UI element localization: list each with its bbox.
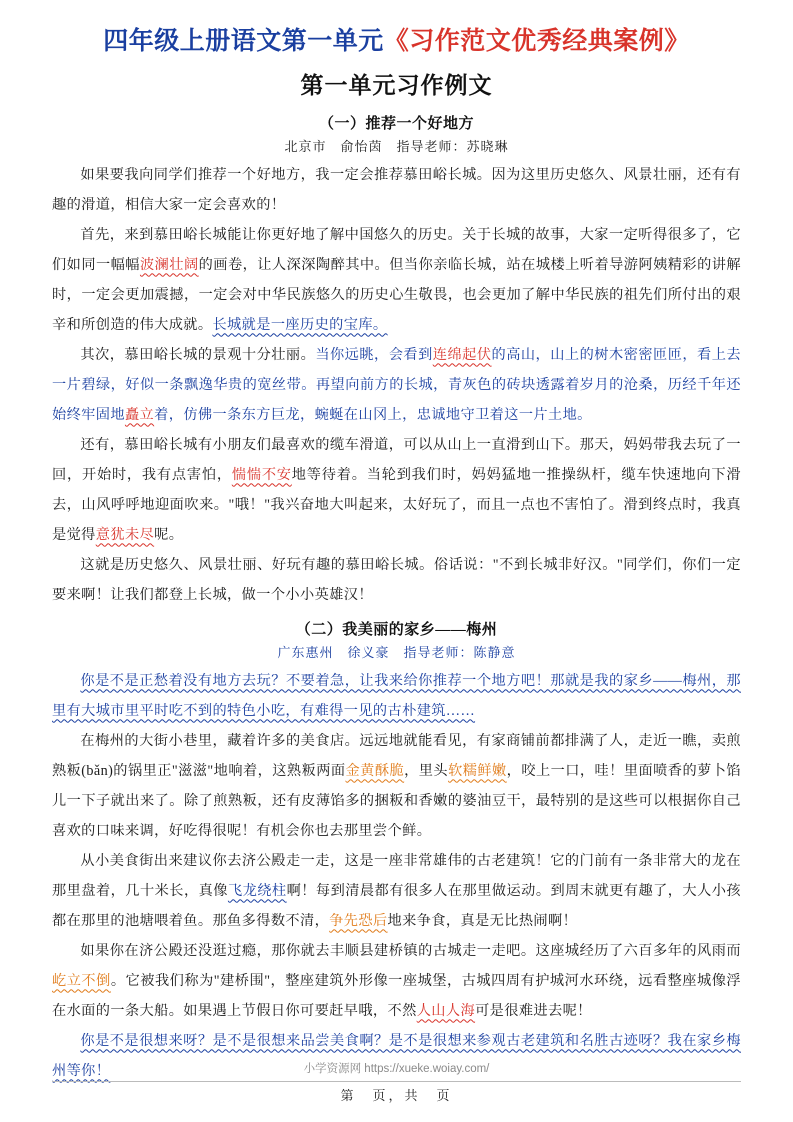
text-run: 地等待着。当轮到我们时，妈妈猛地一推操纵杆，缆车快速地向下滑去，山风呼呼地迎面吹来。"哦！"我兴奋地大叫起来，太好玩了，而且一点也不害怕了。滑到终点时，我真是觉得 [52,467,741,544]
byline-teacher: 指导老师：苏晓琳 [396,139,509,155]
section-byline [52,642,741,661]
emphasis-run: 争先恐后 [329,913,388,930]
paragraph [52,340,741,430]
text-run: 还有，慕田峪长城有小朋友们最喜欢的缆车滑道，可以从山上一直滑到山下。那天，妈妈带我去玩了一回，开始时，我有点害怕， [52,437,741,484]
paragraph [52,666,741,726]
emphasis-run: 长城就是一座历史的宝库。 [212,317,388,334]
text-run: 啊！每到清晨都有很多人在那里做运动。到周末就更有趣了，大人小孩都在那里的池塘喂着鱼。那鱼多得数不清， [52,883,741,930]
text-run: 的高山，山上的树木密密匝匝，看上去一片碧绿，好似一条飘逸华贵的宽丝带。再望向前方的长城，青灰色的砖块透露着岁月的沧桑，历经千年还始终牢固地 [52,347,742,424]
text-run: ，里头 [404,763,449,780]
text-run: 的画卷，让人深深陶醉其中。但当你亲临长城，站在城楼上听着导游阿姨精彩的讲解时，一定会更加震撼，一定会对中华民族悠久的历史心生敬畏，也会更加了解中华民族的祖先们所付出的艰辛和所创造的伟大成就。 [52,257,741,334]
paragraph [52,430,741,550]
emphasis-run: 飞龙绕柱 [227,883,287,900]
byline-author: 俞怡茵 [340,139,383,155]
footer-divider [52,1081,741,1082]
emphasis-run: 矗立 [124,407,155,424]
page-title-black-part: 四年级上册语文第一单元 [103,28,384,55]
paragraph [52,726,741,846]
paragraph [52,1026,741,1086]
page-number: 第 页，共 页 [340,1088,453,1103]
page-title [52,26,741,57]
byline-city: 北京市 [284,139,327,155]
emphasis-run: 软糯鲜嫩 [448,763,507,780]
text-run: 这就是历史悠久、风景壮丽、好玩有趣的慕田峪长城。俗话说："不到长城非好汉。"同学们，你们一定要来啊！让我们都登上长城，做一个小小英雄汉！ [52,557,741,604]
section-byline [52,136,741,155]
emphasis-run: 金黄酥脆 [345,763,405,780]
paragraph [52,846,741,936]
paragraph [52,160,741,220]
text-run: 其次，慕田峪长城的景观十分壮丽。 [80,347,316,364]
text-run: ，咬上一口，哇！里面喷香的萝卜馅儿一下子就出来了。除了煎熟粄，还有皮薄馅多的捆粄和香嫩的婆油豆干，最特别的是这些可以根据你自己喜欢的口味来调，好吃得很呢！有机会你也去那里尝个鲜。 [52,763,741,840]
paragraph [52,220,741,340]
emphasis-run: 连绵起伏 [432,347,492,364]
emphasis-run: 波澜壮阔 [139,257,199,274]
text-run: 呢。 [154,527,184,544]
emphasis-run: 人山人海 [416,1003,476,1020]
paragraph [52,936,741,1026]
section-heading: （一）推荐一个好地方 [318,116,474,133]
section-two [52,618,741,1086]
emphasis-run: 你是不是正愁着没有地方去玩？不要着急，让我来给你推荐一个地方吧！那就是我的家乡——梅州，那里有大城市里平时吃不到的特色小吃，有难得一见的古朴建筑…… [52,673,741,720]
text-run: 在梅州的大街小巷里，藏着许多的美食店。远远地就能看见，有家商铺前都排满了人，走近一瞧，卖煎熟粄(bǎn)的锅里正"滋滋"地响着，这熟粄两面 [52,733,741,780]
byline-teacher: 指导老师：陈静意 [403,645,516,661]
text-run: 如果要我向同学们推荐一个好地方，我一定会推荐慕田峪长城。因为这里历史悠久、风景壮丽，还有有趣的滑道，相信大家一定会喜欢的！ [52,167,741,214]
text-run: 如果你在济公殿还没逛过瘾，那你就去丰顺县建桥镇的古城走一走吧。这座城经历了六百多年的风雨而 [80,943,741,960]
text-run: 可是很难进去呢！ [475,1003,592,1020]
page-title-red-part: 《习作范文优秀经典案例》 [383,28,690,55]
text-run: 首先，来到慕田峪长城能让你更好地了解中国悠久的历史。关于长城的故事，大家一定听得很多了，它们如同一幅幅 [52,227,741,274]
section-heading: （二）我美丽的家乡——梅州 [295,622,498,639]
page-subtitle: 第一单元习作例文 [300,73,493,99]
paragraph [52,550,741,610]
text-run: 当你远眺，会看到 [315,347,433,364]
text-run: 。它被我们称为"建桥围"，整座建筑外形像一座城堡，古城四周有护城河水环绕，远看整座城像浮在水面的一条大船。如果遇上节假日你可要赶早哦，不然 [52,973,741,1020]
emphasis-run: 屹立不倒 [52,973,111,990]
watermark: 小学资源网 https://xueke.woiay.com/ [303,1063,490,1075]
text-run: 着，仿佛一条东方巨龙，蜿蜒在山冈上，忠诚地守卫着这一片土地。 [154,407,592,424]
emphasis-run: 意犹未尽 [95,527,155,544]
emphasis-run: 惴惴不安 [231,467,292,484]
byline-city: 广东惠州 [277,645,334,661]
emphasis-run: 你是不是很想来呀？是不是很想来品尝美食啊？是不是很想来参观古老建筑和名胜古迹呀？我在家乡梅州等你！ [52,1033,741,1080]
text-run: 从小美食街出来建议你去济公殿走一走，这是一座非常雄伟的古老建筑！它的门前有一条非常大的龙在那里盘着，几十米长，真像 [52,853,741,900]
byline-author: 徐义豪 [347,645,390,661]
text-run: 地来争食，真是无比热闹啊！ [387,913,578,930]
section-one [52,112,741,610]
